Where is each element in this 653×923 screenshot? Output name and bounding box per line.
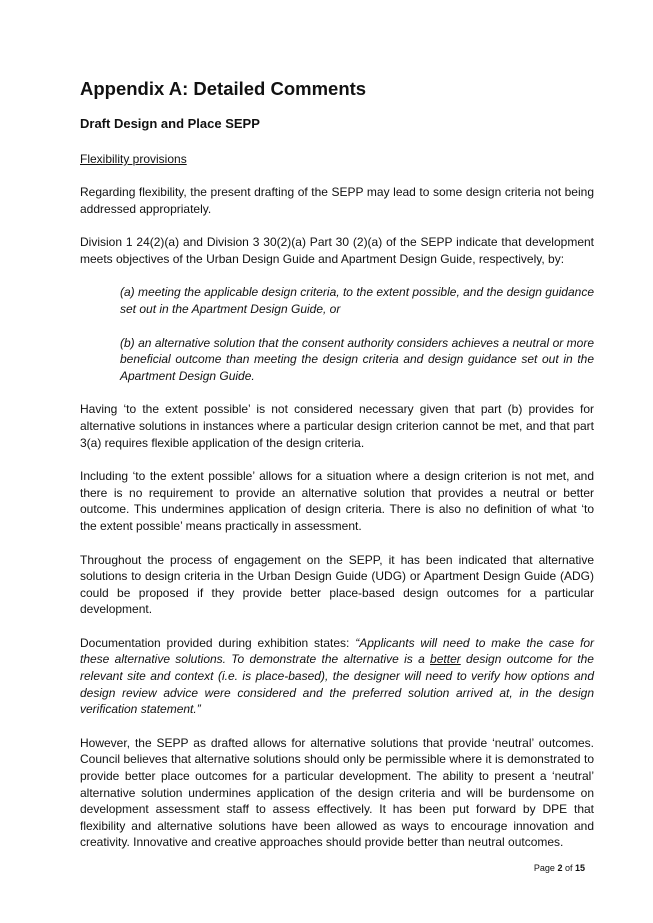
section-subheading: Draft Design and Place SEPP <box>80 116 260 131</box>
quote-part-a: (a) meeting the applicable design criteria, to the extent possible, and the design guidance set out in the Apartment Design Guide, or <box>120 285 594 316</box>
footer-total-pages: 15 <box>574 863 585 873</box>
footer-of-label: of <box>562 863 575 873</box>
page-content <box>80 78 594 851</box>
documentation-quote-end: design outcome for the relevant site and context (i.e. is place-based), the designer will need to verify how options and design review advice were considered and the preferred solution arrived at, in the design verification statement.” <box>80 652 594 717</box>
paragraph-documentation <box>80 635 594 718</box>
paragraph-division-reference: Division 1 24(2)(a) and Division 3 30(2)(a) Part 30 (2)(a) of the SEPP indicate that development meets objectives of the Urban Design Guide and Apartment Design Guide, respectively, by: <box>80 235 594 266</box>
quote-part-b: (b) an alternative solution that the consent authority considers achieves a neutral or more beneficial outcome than meeting the design criteria and design guidance set out in the Apartment Design Guide. <box>120 335 594 383</box>
paragraph-extent-possible: Having ‘to the extent possible’ is not considered necessary given that part (b) provides for alternative solutions in instances where a particular design criterion cannot be met, and that part 3(a) requires flexible application of the design criteria. <box>80 402 594 450</box>
page-heading: Appendix A: Detailed Comments <box>80 78 367 99</box>
footer-page-number: 2 <box>557 863 563 873</box>
documentation-quote-start: “Applicants will need to make the case for these alternative solutions. To demonstrate the alternative is a <box>80 635 594 667</box>
paragraph-flexibility-intro: Regarding flexibility, the present drafting of the SEPP may lead to some design criteria not being addressed appropriately. <box>80 185 594 216</box>
page-footer <box>534 862 585 874</box>
section-title: Flexibility provisions <box>80 152 187 166</box>
documentation-lead: Documentation provided during exhibition states: <box>80 635 356 650</box>
paragraph-no-requirement: Including ‘to the extent possible’ allows for a situation where a design criterion is not met, and there is no requirement to provide an alternative solution that provides a neutral or better outcome. This undermines application of design criteria. There is also no definition of what ‘to the extent possible’ means practically in assessment. <box>80 469 594 533</box>
paragraph-neutral-outcomes: However, the SEPP as drafted allows for alternative solutions that provide ‘neutral’ outcomes. Council believes that alternative solutions should only be permissible where it is demonstrated to provide better place outcomes for a particular development. The ability to present a ‘neutral’ alternative solution undermines application of the design criteria and will be burdensome on development assessment staff to assess effectively. It has been put forward by DPE that flexibility and alternative solutions have been allowed as ways to encourage innovation and creativity. Innovative and creative approaches should provide better than neutral outcomes. <box>80 735 594 850</box>
paragraph-engagement: Throughout the process of engagement on the SEPP, it has been indicated that alternative solutions to design criteria in the Urban Design Guide (UDG) or Apartment Design Guide (ADG) could be proposed if they provide better place-based design outcomes for a particular development. <box>80 552 594 617</box>
documentation-quote-emphasis: better <box>430 652 461 667</box>
footer-page-label: Page <box>533 863 558 873</box>
